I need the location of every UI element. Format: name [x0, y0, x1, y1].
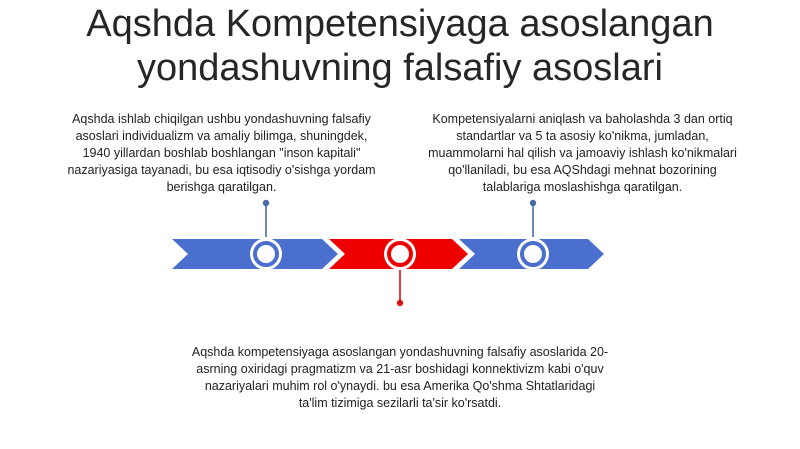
timeline-marker-3-ring: [522, 243, 544, 265]
point-1-line: 1940 yillardan boshlab boshlangan "inson kapitali": [82, 146, 361, 160]
point-1-line: berishga qaratilgan.: [166, 180, 277, 194]
connector-dot-1: [263, 200, 269, 206]
point-3-line: Aqshda kompetensiyaga asoslangan yondashuvning falsafiy asoslarida 20-: [191, 345, 609, 359]
point-2-line: Kompetensiyalarni aniqlash va baholashda 3 dan ortiq: [432, 112, 733, 126]
point-2-line: muammolarni hal qilish va jamoaviy ishlash ko'nikmalari: [428, 146, 737, 160]
point-2-line: qo'llaniladi, bu esa AQShdagi mehnat bozorining: [448, 163, 717, 177]
point-3-line: asrning oxiridagi pragmatizm va 21-asr boshidagi konnektivizm kabi o'quv: [196, 362, 604, 376]
point-1-line: asoslari individualizm va amaliy bilimga, shuningdek,: [75, 129, 368, 143]
point-1-line: Aqshda ishlab chiqilgan ushbu yondashuvning falsafiy: [72, 112, 371, 126]
point-2-line: standartlar va 5 ta asosiy ko'nikma, jumladan,: [456, 129, 709, 143]
point-3-line: ta'lim tizimiga sezilarli ta'sir ko'rsatdi.: [298, 396, 502, 410]
connector-dot-2: [530, 200, 536, 206]
title-line-2: yondashuvning falsafiy asoslari: [137, 47, 663, 89]
timeline-marker-2-ring: [389, 243, 411, 265]
timeline-marker-1-ring: [255, 243, 277, 265]
point-1-line: nazariyasiga tayanadi, bu esa iqtisodiy o'sishga yordam: [67, 163, 376, 177]
connector-dot-3: [397, 300, 403, 306]
point-3-line: nazariyalari muhim rol o'ynaydi. bu esa Amerika Qo'shma Shtatlaridagi: [204, 379, 596, 393]
title-line-1: Aqshda Kompetensiyaga asoslangan: [86, 3, 714, 45]
point-2-line: talablariga moslashishga qaratilgan.: [482, 180, 683, 194]
